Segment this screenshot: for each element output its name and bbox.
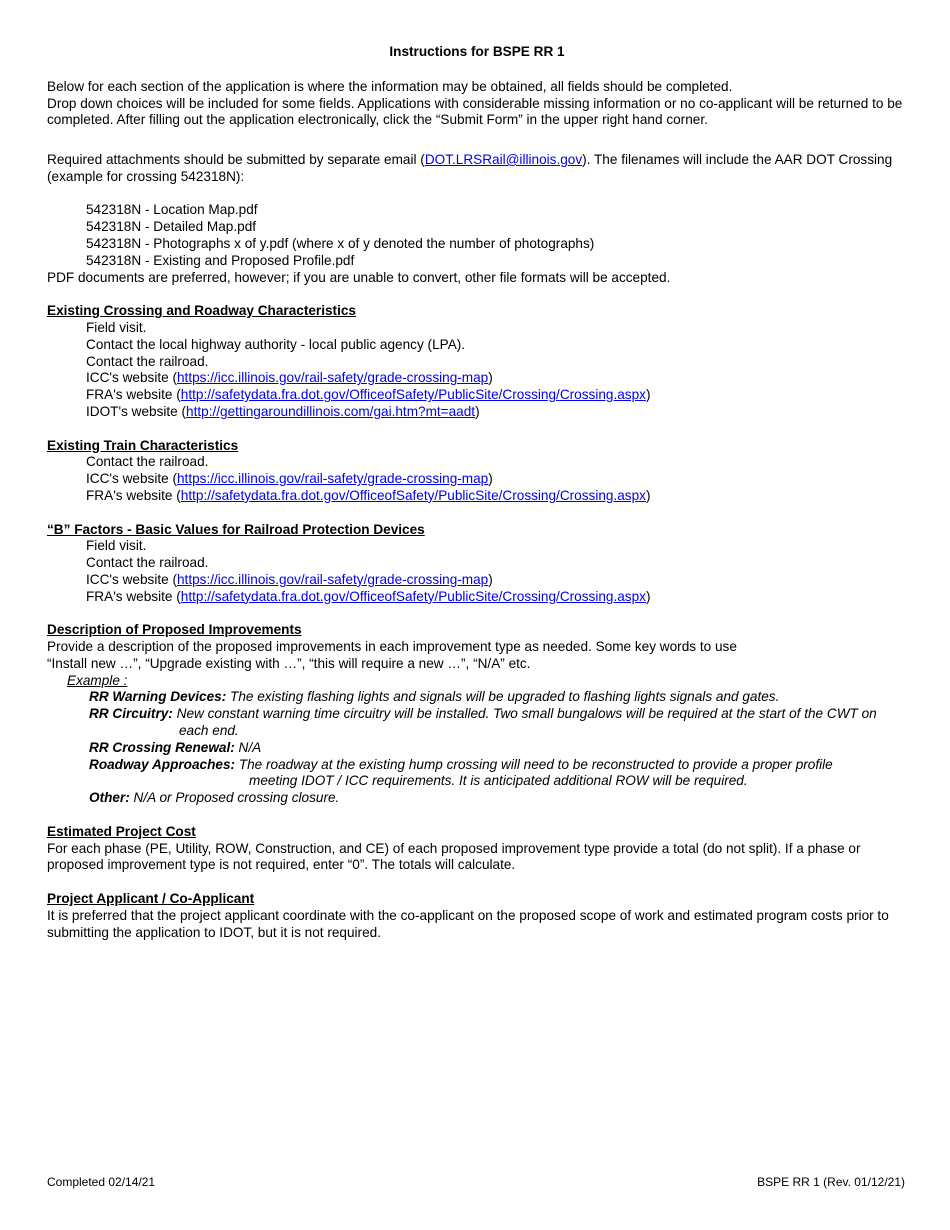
filename-example: 542318N - Location Map.pdf	[86, 202, 258, 218]
page-title: Instructions for BSPE RR 1	[389, 44, 565, 59]
example-warning-devices: RR Warning Devices: The existing flashing lights and signals will be upgraded to flashing lights signals and gates.	[89, 689, 780, 705]
source-item: Field visit.	[86, 538, 147, 554]
instructions-page	[47, 44, 907, 941]
example-other: Other: N/A or Proposed crossing closure.	[89, 790, 340, 806]
section-heading-estimated-cost: Estimated Project Cost	[47, 823, 196, 839]
icc-link[interactable]: https://icc.illinois.gov/rail-safety/grade-crossing-map	[176, 370, 489, 386]
idot-link[interactable]: http://gettingaroundillinois.com/gai.htm?mt=aadt	[186, 403, 476, 419]
filename-example: 542318N - Detailed Map.pdf	[86, 219, 257, 235]
fra-link[interactable]: http://safetydata.fra.dot.gov/OfficeofSafety/PublicSite/Crossing/Crossing.aspx	[180, 487, 646, 503]
example-roadway-approaches: Roadway Approaches: The roadway at the existing hump crossing will need to be reconstructed to provide a proper profile meeting IDOT / ICC requirements. It is anticipated additional ROW will be required.	[89, 756, 833, 789]
footer-completed-date: Completed 02/14/21	[47, 1175, 156, 1189]
filename-example: 542318N - Photographs x of y.pdf (where x of y denoted the number of photographs)	[86, 235, 595, 251]
icc-website-item: ICC's website (https://icc.illinois.gov/rail-safety/grade-crossing-map)	[86, 571, 493, 587]
email-link[interactable]: DOT.LRSRail@illinois.gov	[424, 151, 583, 167]
fra-website-item: FRA's website (http://safetydata.fra.dot.gov/OfficeofSafety/PublicSite/Crossing/Crossing.aspx)	[86, 487, 651, 503]
icc-link[interactable]: https://icc.illinois.gov/rail-safety/grade-crossing-map	[176, 471, 489, 487]
estimated-cost-text: For each phase (PE, Utility, ROW, Construction, and CE) of each proposed improvement type provide a total (do not split). If a phase or proposed improvement type is not required, enter “0”. The totals will calculate.	[47, 840, 861, 873]
section-heading-existing-train: Existing Train Characteristics	[47, 437, 239, 453]
source-item: Contact the railroad.	[86, 353, 209, 369]
intro-line-2: Drop down choices will be included for some fields. Applications with considerable missing information or no co-applicant will be returned to be completed. After filling out the application electronically, click the “Submit Form” in the upper right hand corner.	[47, 95, 903, 128]
improvements-line-2: “Install new …”, “Upgrade existing with …”, “this will require a new …”, “N/A” etc.	[47, 655, 531, 671]
example-label: Example :	[67, 672, 128, 688]
source-item: Field visit.	[86, 319, 147, 335]
section-heading-applicant: Project Applicant / Co-Applicant	[47, 891, 255, 907]
fra-website-item: FRA's website (http://safetydata.fra.dot.gov/OfficeofSafety/PublicSite/Crossing/Crossing.aspx)	[86, 588, 651, 604]
applicant-text: It is preferred that the project applicant coordinate with the co-applicant on the proposed scope of work and estimated program costs prior to submitting the application to IDOT, but it is not required.	[47, 907, 889, 940]
attachments-paragraph: Required attachments should be submitted by separate email (DOT.LRSRail@illinois.gov). The filenames will include the AAR DOT Crossing (example for crossing 542318N):	[47, 151, 893, 184]
footer-form-revision: BSPE RR 1 (Rev. 01/12/21)	[757, 1175, 905, 1189]
example-circuitry: RR Circuitry: New constant warning time circuitry will be installed. Two small bungalows will be required at the start of the CWT on each end.	[89, 706, 877, 739]
icc-website-item: ICC's website (https://icc.illinois.gov/rail-safety/grade-crossing-map)	[86, 471, 493, 487]
section-heading-existing-crossing: Existing Crossing and Roadway Characteristics	[47, 303, 356, 319]
source-item: Contact the railroad.	[86, 555, 209, 571]
intro-line-1: Below for each section of the application is where the information may be obtained, all fields should be completed.	[47, 78, 733, 94]
filename-example: 542318N - Existing and Proposed Profile.pdf	[86, 252, 355, 268]
source-item: Contact the local highway authority - local public agency (LPA).	[86, 336, 466, 352]
pdf-note: PDF documents are preferred, however; if you are unable to convert, other file formats will be accepted.	[47, 269, 671, 285]
idot-website-item: IDOT's website (http://gettingaroundillinois.com/gai.htm?mt=aadt)	[86, 403, 480, 419]
source-item: Contact the railroad.	[86, 454, 209, 470]
icc-website-item: ICC's website (https://icc.illinois.gov/rail-safety/grade-crossing-map)	[86, 370, 493, 386]
example-crossing-renewal: RR Crossing Renewal: N/A	[89, 739, 262, 755]
fra-link[interactable]: http://safetydata.fra.dot.gov/OfficeofSafety/PublicSite/Crossing/Crossing.aspx	[180, 588, 646, 604]
section-heading-b-factors: “B” Factors - Basic Values for Railroad Protection Devices	[47, 521, 425, 537]
fra-link[interactable]: http://safetydata.fra.dot.gov/OfficeofSafety/PublicSite/Crossing/Crossing.aspx	[180, 387, 646, 403]
section-heading-proposed-improvements: Description of Proposed Improvements	[47, 622, 302, 638]
icc-link[interactable]: https://icc.illinois.gov/rail-safety/grade-crossing-map	[176, 571, 489, 587]
improvements-line-1: Provide a description of the proposed improvements in each improvement type as needed. Some key words to use	[47, 639, 737, 655]
fra-website-item: FRA's website (http://safetydata.fra.dot.gov/OfficeofSafety/PublicSite/Crossing/Crossing.aspx)	[86, 387, 651, 403]
